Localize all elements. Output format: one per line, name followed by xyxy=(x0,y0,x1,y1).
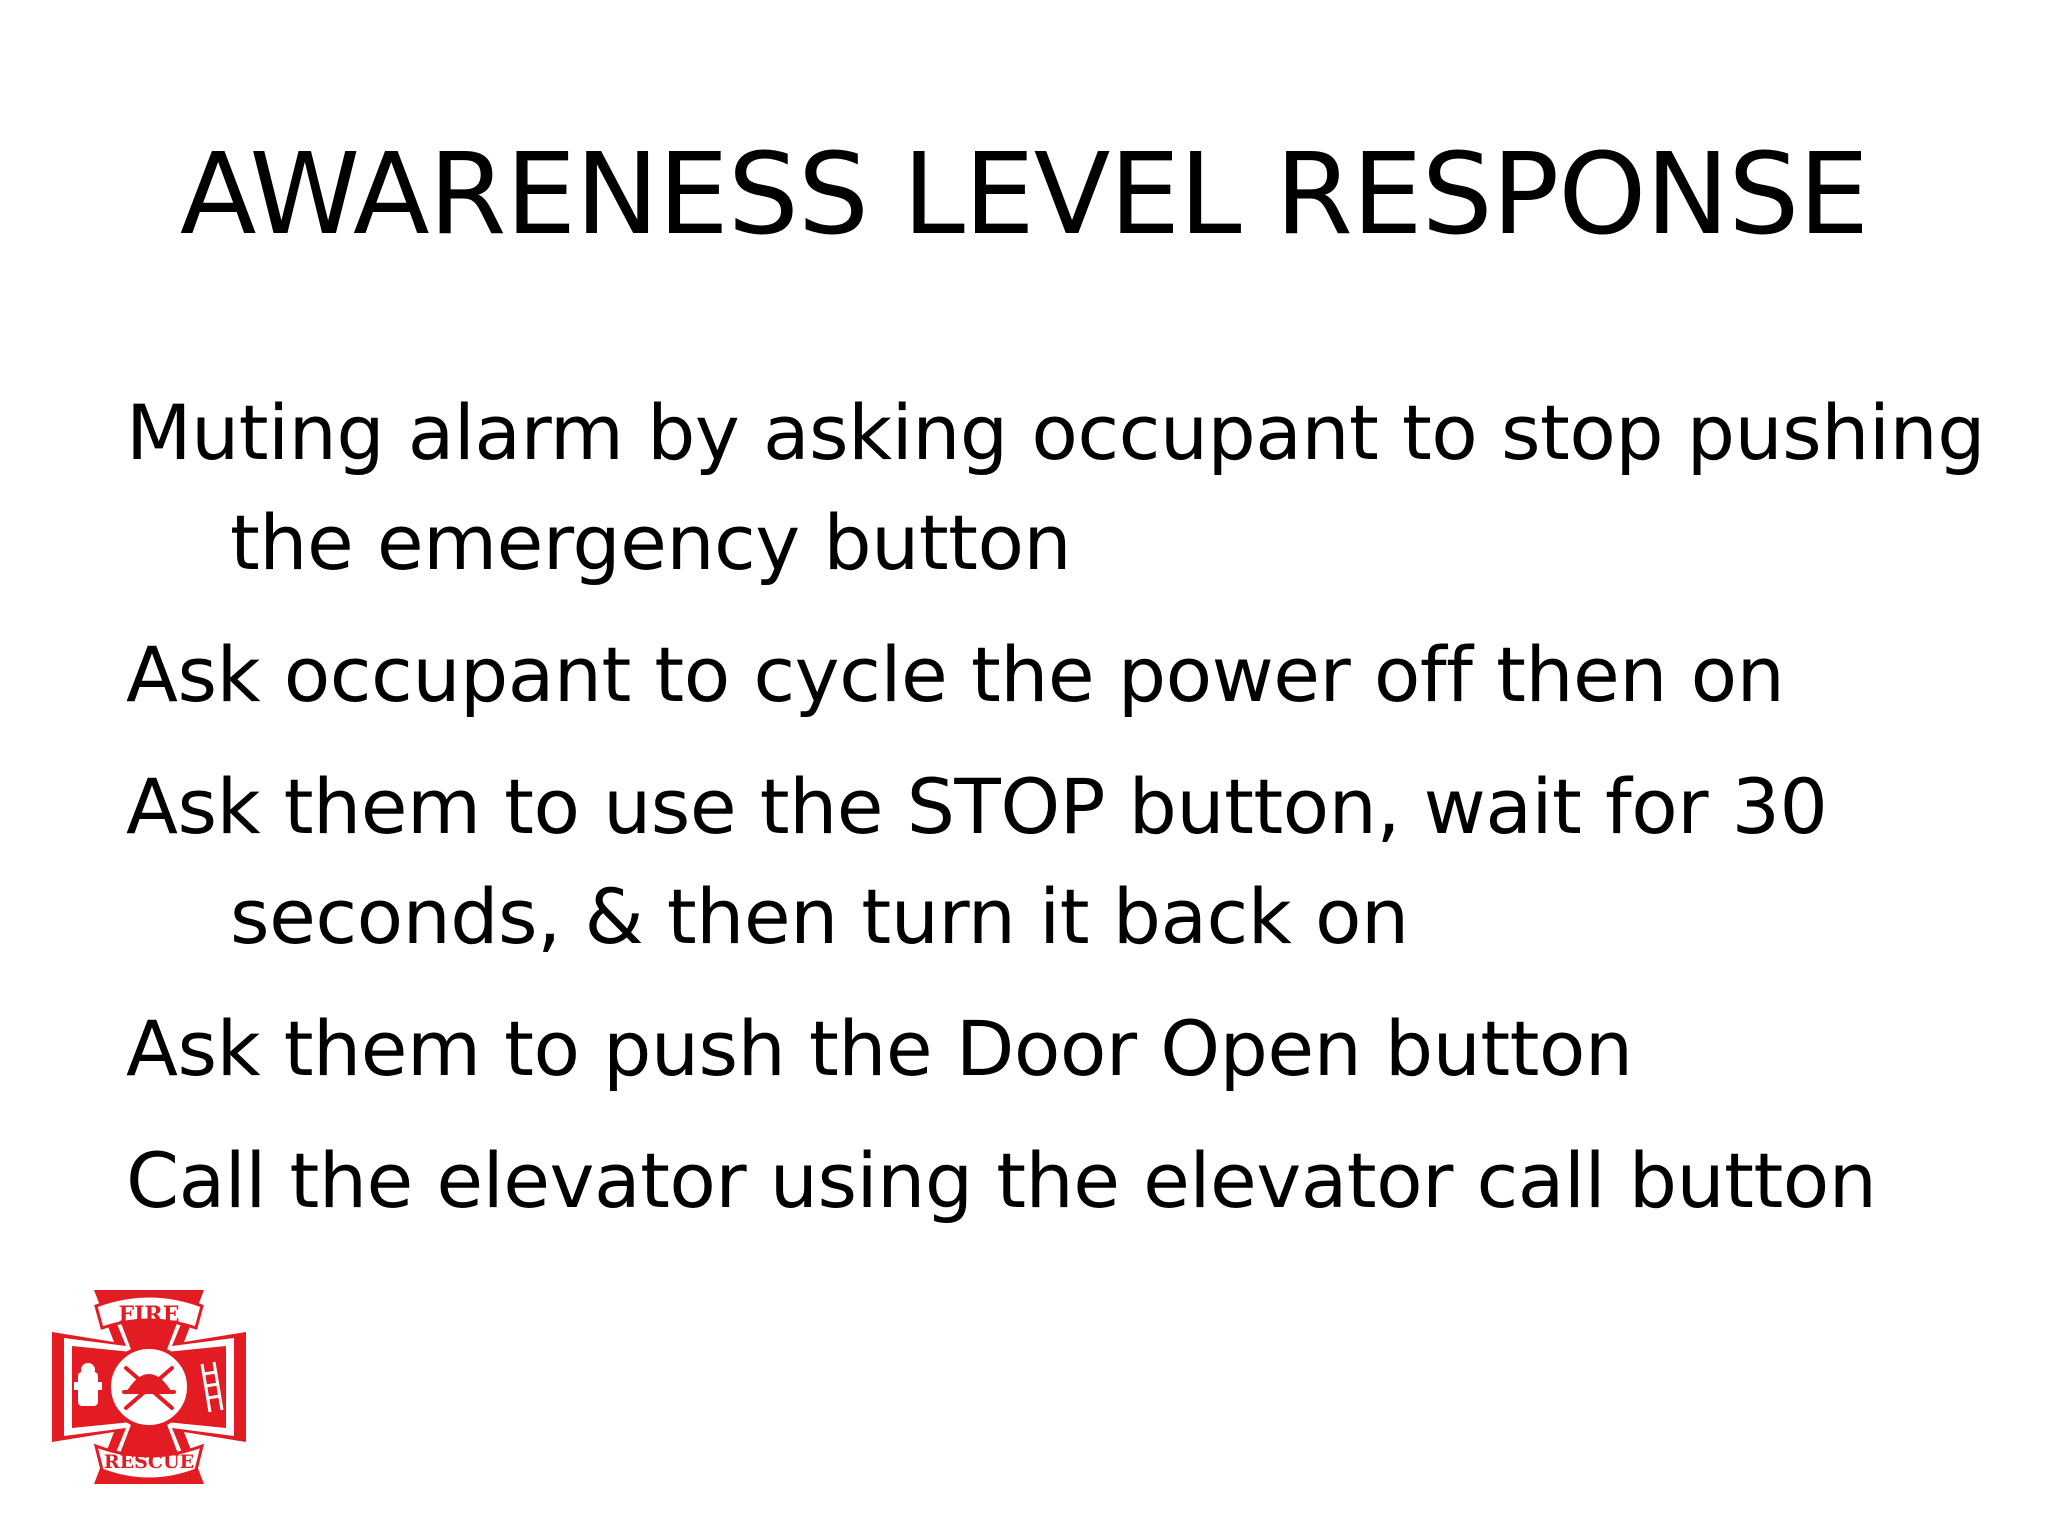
bullet-item: Ask them to use the STOP button, wait for 30 seconds, & then turn it back on xyxy=(126,762,1828,961)
logo-bottom-text: RESCUE xyxy=(103,1451,195,1473)
bullet-item: Muting alarm by asking occupant to stop pushing the emergency button xyxy=(126,388,1985,587)
bullet-item: Call the elevator using the elevator call button xyxy=(126,1136,1877,1225)
slide-title: AWARENESS LEVEL RESPONSE xyxy=(179,130,1869,260)
fire-rescue-maltese-cross-icon xyxy=(34,1272,264,1502)
bullet-list xyxy=(126,378,2006,1258)
logo-top-text: FIRE xyxy=(118,1302,180,1328)
bullet-item: Ask occupant to cycle the power off then on xyxy=(126,630,1785,719)
bullet-item: Ask them to push the Door Open button xyxy=(126,1004,1633,1093)
